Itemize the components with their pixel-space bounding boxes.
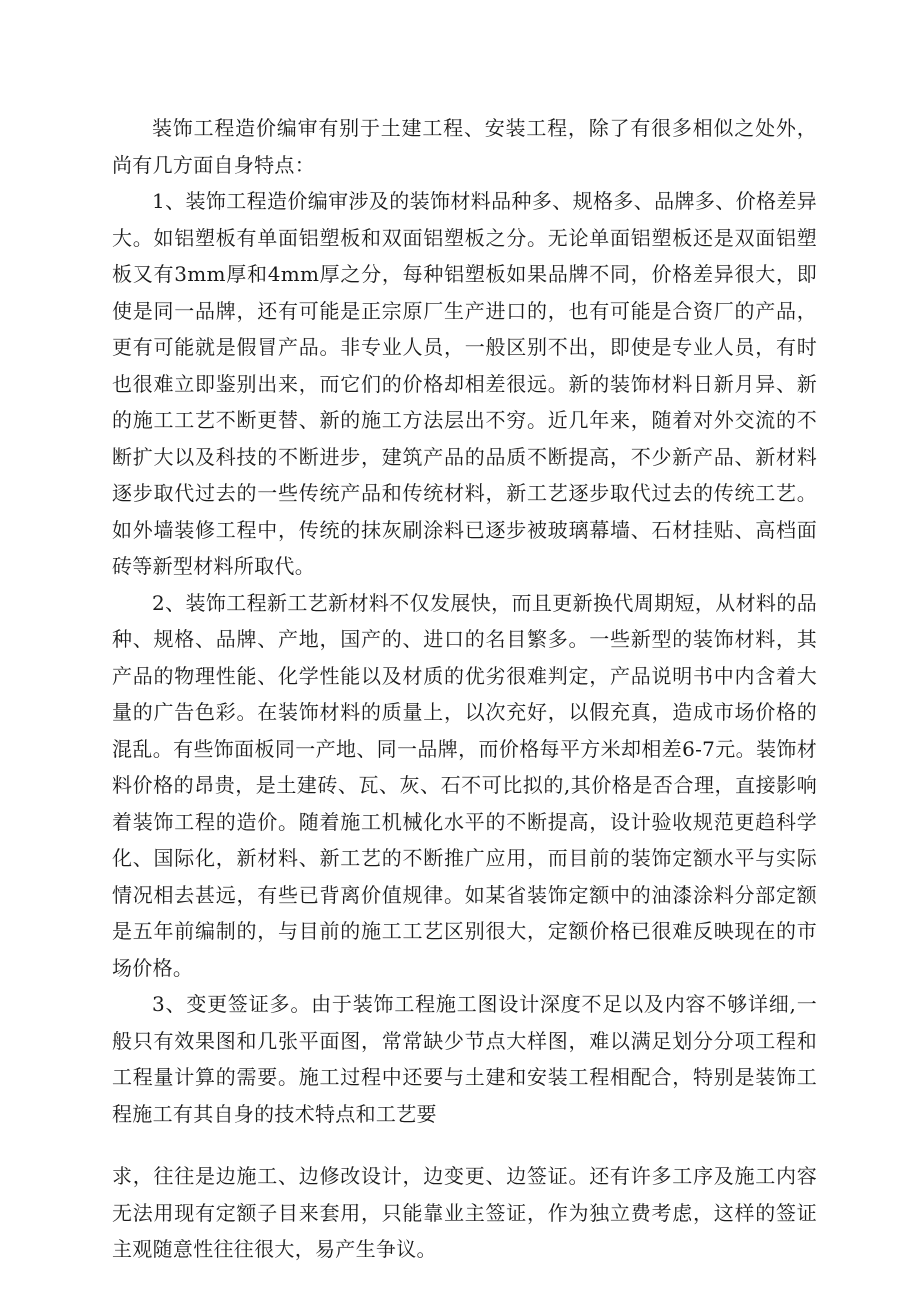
- point-3-continuation: 求，往往是边施工、边修改设计，边变更、边签证。还有许多工序及施工内容无法用现有定额子目来套用，只能靠业主签证，作为独立费考虑，这样的签证主观随意性往往很大，易产生争议。: [112, 1164, 817, 1261]
- document-body: [112, 110, 817, 1268]
- intro-paragraph: 装饰工程造价编审有别于土建工程、安装工程，除了有很多相似之处外，尚有几方面自身特点：: [112, 116, 817, 177]
- point-1-paragraph: 1、装饰工程造价编审涉及的装饰材料品种多、规格多、品牌多、价格差异大。如铝塑板有单面铝塑板和双面铝塑板之分。无论单面铝塑板还是双面铝塑板又有3mm厚和4mm厚之分，每种铝塑板如果品牌不同，价格差异很大，即使是同一品牌，还有可能是正宗原厂生产进口的，也有可能是合资厂的产品，更有可能就是假冒产品。非专业人员，一般区别不出，即使是专业人员，有时也很难立即鉴别出来，而它们的价格却相差很远。新的装饰材料日新月异、新的施工工艺不断更替、新的施工方法层出不穷。近几年来，随着对外交流的不断扩大以及科技的不断进步，建筑产品的品质不断提高，不少新产品、新材料逐步取代过去的一些传统产品和传统材料，新工艺逐步取代过去的传统工艺。如外墙装修工程中，传统的抹灰刷涂料已逐步被玻璃幕墙、石材挂贴、高档面砖等新型材料所取代。: [112, 189, 817, 578]
- line-break-gap: [112, 1132, 817, 1158]
- point-2-paragraph: 2、装饰工程新工艺新材料不仅发展快，而且更新换代周期短，从材料的品种、规格、品牌、产地，国产的、进口的名目繁多。一些新型的装饰材料，其产品的物理性能、化学性能以及材质的优劣很难判定，产品说明书中内含着大量的广告色彩。在装饰材料的质量上，以次充好，以假充真，造成市场价格的混乱。有些饰面板同一产地、同一品牌，而价格每平方米却相差6-7元。装饰材料价格的昂贵，是土建砖、瓦、灰、石不可比拟的,其价格是否合理，直接影响着装饰工程的造价。随着施工机械化水平的不断提高，设计验收规范更趋科学化、国际化，新材料、新工艺的不断推广应用，而目前的装饰定额水平与实际情况相去甚远，有些已背离价值规律。如某省装饰定额中的油漆涂料分部定额是五年前编制的，与目前的施工工艺区别很大，定额价格已很难反映现在的市场价格。: [112, 590, 817, 980]
- point-3-paragraph: 3、变更签证多。由于装饰工程施工图设计深度不足以及内容不够详细,一般只有效果图和几张平面图，常常缺少节点大样图，难以满足划分分项工程和工程量计算的需要。施工过程中还要与土建和安装工程相配合，特别是装饰工程施工有其自身的技术特点和工艺要: [112, 992, 817, 1126]
